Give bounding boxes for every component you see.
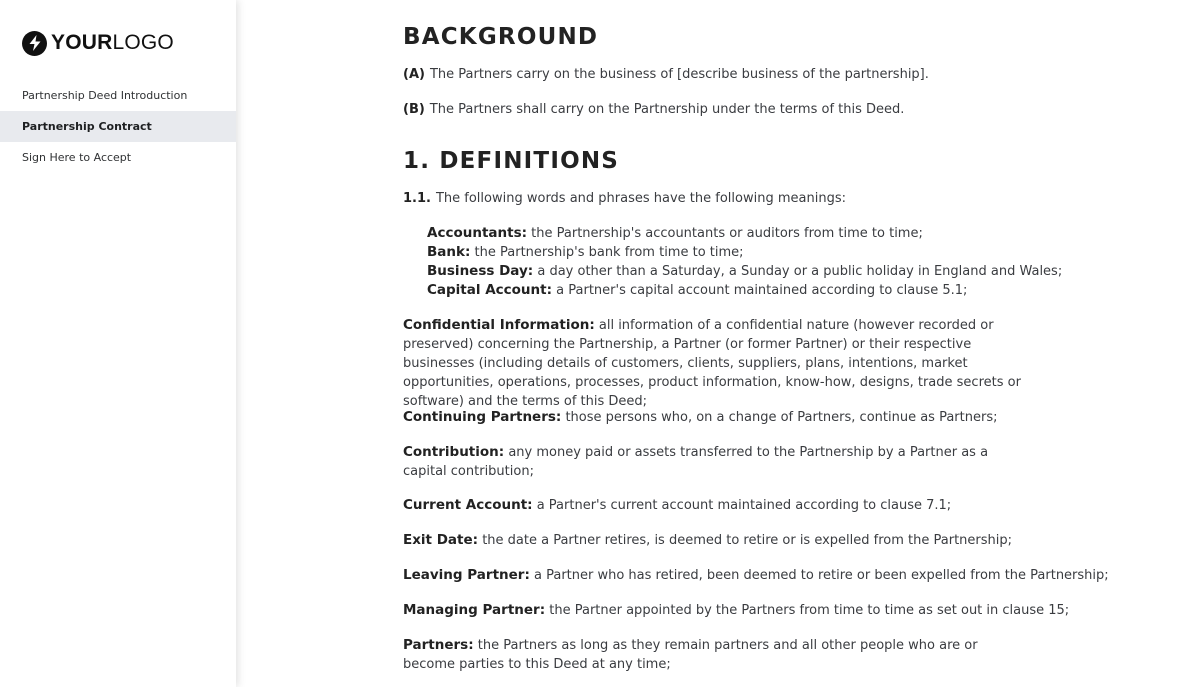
term-confidential-information: Confidential Information:	[403, 317, 595, 333]
text-continuing-partners: those persons who, on a change of Partners, continue as Partners;	[565, 410, 998, 425]
definition-current-account	[403, 496, 951, 515]
text-managing-partner: the Partner appointed by the Partners from time to time as set out in clause 15;	[549, 603, 1070, 618]
definitions-heading: 1. DEFINITIONS	[403, 148, 620, 174]
definition-bank	[427, 243, 744, 262]
sidebar-item-sign-here-to-accept[interactable]: Sign Here to Accept	[22, 151, 132, 164]
term-bank: Bank:	[427, 244, 471, 260]
background-heading: BACKGROUND	[403, 24, 599, 50]
term-contribution: Contribution:	[403, 444, 505, 460]
term-exit-date: Exit Date:	[403, 532, 479, 548]
text-capital-account: a Partner's capital account maintained according to clause 5.1;	[556, 283, 968, 298]
definition-business-day	[427, 262, 1062, 281]
definition-accountants	[427, 224, 923, 243]
clause-a-tag: (A)	[403, 67, 425, 82]
term-accountants: Accountants:	[427, 225, 528, 241]
lightning-bolt-icon	[22, 31, 47, 56]
term-capital-account: Capital Account:	[427, 282, 553, 298]
definitions-intro	[403, 189, 846, 208]
term-managing-partner: Managing Partner:	[403, 602, 546, 618]
logo-text	[51, 31, 174, 55]
definition-continuing-partners	[403, 408, 997, 427]
text-bank: the Partnership's bank from time to time;	[474, 245, 744, 260]
definition-managing-partner	[403, 601, 1069, 620]
background-clause-b	[403, 100, 904, 119]
sidebar	[0, 0, 236, 687]
sidebar-item-partnership-contract[interactable]: Partnership Contract	[0, 111, 236, 142]
definition-partners	[403, 636, 1025, 674]
text-accountants: the Partnership's accountants or auditors from time to time;	[531, 226, 923, 241]
clause-b-text: The Partners shall carry on the Partnership under the terms of this Deed.	[429, 102, 905, 117]
background-clause-a	[403, 65, 929, 84]
clause-a-text: The Partners carry on the business of [describe business of the partnership].	[429, 67, 929, 82]
logo[interactable]	[22, 30, 174, 56]
definition-capital-account	[427, 281, 967, 300]
term-partners: Partners:	[403, 637, 474, 653]
sidebar-nav	[0, 80, 236, 173]
clause-b-tag: (B)	[403, 102, 425, 117]
text-partners: the Partners as long as they remain partners and all other people who are or become parties to this Deed at any time;	[403, 638, 978, 672]
text-contribution: any money paid or assets transferred to the Partnership by a Partner as a capital contribution;	[403, 445, 989, 479]
definition-confidential-information	[403, 316, 1025, 411]
intro-tag: 1.1.	[403, 191, 431, 206]
definition-exit-date	[403, 531, 1012, 550]
text-leaving-partner: a Partner who has retired, been deemed to retire or been expelled from the Partnership;	[534, 568, 1109, 583]
text-confidential-information: all information of a confidential nature (however recorded or preserved) concerning the Partnership, a Partner (or former Partner) or their respective businesses (including details of customers, clients, suppliers, plans, intentions, market opportunities, operations, processes, product information, know-how, designs, trade secrets or software) and the terms of this Deed;	[403, 318, 1021, 409]
logo-text-bold: YOUR	[51, 31, 113, 54]
term-current-account: Current Account:	[403, 497, 533, 513]
term-leaving-partner: Leaving Partner:	[403, 567, 530, 583]
sidebar-item-partnership-deed-introduction[interactable]: Partnership Deed Introduction	[22, 89, 188, 102]
intro-text: The following words and phrases have the following meanings:	[435, 191, 846, 206]
text-exit-date: the date a Partner retires, is deemed to retire or is expelled from the Partnership;	[482, 533, 1013, 548]
text-business-day: a day other than a Saturday, a Sunday or a public holiday in England and Wales;	[537, 264, 1063, 279]
definition-contribution	[403, 443, 1025, 481]
term-continuing-partners: Continuing Partners:	[403, 409, 562, 425]
term-business-day: Business Day:	[427, 263, 534, 279]
text-current-account: a Partner's current account maintained according to clause 7.1;	[536, 498, 952, 513]
definition-leaving-partner	[403, 566, 1109, 585]
logo-text-light: LOGO	[112, 31, 174, 54]
